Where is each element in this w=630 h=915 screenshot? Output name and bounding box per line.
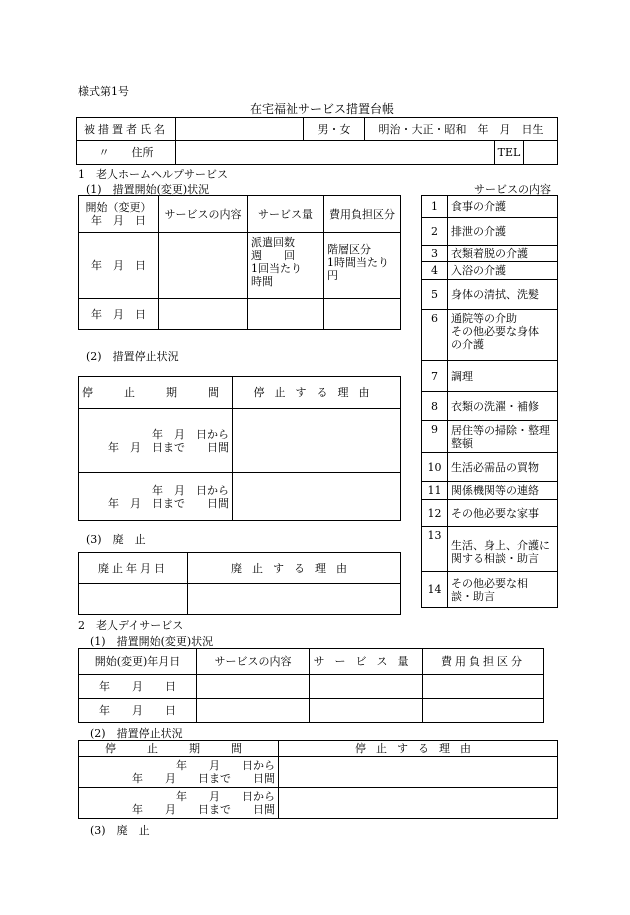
s1-start-header-content: サービスの内容: [159, 196, 248, 233]
s2-start-cost-cell-2[interactable]: [423, 699, 544, 723]
s2-start-header-date: 開始(変更)年月日: [79, 649, 197, 675]
s1-abolish-header-reason: 廃止する理由: [188, 553, 401, 584]
service-no: 11: [422, 482, 448, 500]
sex-options[interactable]: 男・女: [304, 118, 365, 141]
s1-abolish-title: (3) 廃 止: [86, 533, 146, 546]
s1-stop-period-cell-2[interactable]: 年 月 日から 年 月 日まで 日間: [79, 473, 233, 521]
s1-dispatch-cell-2[interactable]: [248, 299, 324, 330]
s2-start-date-cell[interactable]: 年 月 日: [79, 675, 197, 699]
service-no: 8: [422, 392, 448, 421]
s1-start-date-cell[interactable]: 年 月 日: [79, 233, 159, 299]
s2-stop-reason-cell[interactable]: [279, 757, 558, 788]
service-text: 関係機関等の連絡: [448, 482, 558, 500]
s2-stop-title: (2) 措置停止状況: [90, 727, 183, 740]
s2-stop-table: [78, 740, 558, 819]
service-text: 入浴の介護: [448, 262, 558, 280]
service-text: 調理: [448, 361, 558, 392]
birthdate-label: 年 月 日生: [477, 122, 544, 136]
s1-start-title: (1) 措置開始(変更)状況: [86, 183, 210, 196]
s2-start-header-content: サービスの内容: [197, 649, 310, 675]
service-no: 1: [422, 196, 448, 218]
service-text: 排泄の介護: [448, 218, 558, 246]
s1-start-table: [78, 195, 401, 330]
s1-start-content-cell[interactable]: [159, 233, 248, 299]
section-1-title: 1 老人ホームヘルプサービス: [78, 168, 228, 181]
s2-start-amount-cell-2[interactable]: [310, 699, 423, 723]
service-text: 居住等の掃除・整理 整頓: [448, 421, 558, 453]
service-text: 衣類の洗濯・補修: [448, 392, 558, 421]
service-text: その他必要な家事: [448, 500, 558, 527]
s2-start-header-cost: 費用負担区分: [423, 649, 544, 675]
s1-stop-period-cell[interactable]: 年 月 日から 年 月 日まで 日間: [79, 409, 233, 473]
service-no: 13: [422, 527, 448, 572]
s1-stop-header-period: 停 止 期 間: [79, 377, 233, 409]
s1-stop-header-reason: 停止する理由: [233, 377, 401, 409]
s1-start-content-cell-2[interactable]: [159, 299, 248, 330]
s2-stop-period-cell[interactable]: 年 月 日から 年 月 日まで 日間: [79, 757, 279, 788]
s2-abolish-title: (3) 廃 止: [90, 824, 150, 837]
s1-stop-table: [78, 376, 401, 521]
s2-stop-header-reason: 停止する理由: [279, 741, 558, 757]
tel-field[interactable]: [524, 141, 557, 164]
s2-start-date-cell-2[interactable]: 年 月 日: [79, 699, 197, 723]
name-field[interactable]: [176, 118, 304, 141]
s1-stop-reason-cell-2[interactable]: [233, 473, 401, 521]
service-text: 衣類着脱の介護: [448, 246, 558, 262]
address-field[interactable]: [176, 141, 495, 165]
s2-stop-reason-cell-2[interactable]: [279, 788, 558, 819]
services-list-title: サービスの内容: [474, 183, 551, 196]
service-no: 7: [422, 361, 448, 392]
s1-cost-cell-2[interactable]: [324, 299, 401, 330]
form-number: 様式第1号: [78, 85, 129, 98]
service-no: 4: [422, 262, 448, 280]
s2-stop-period-cell-2[interactable]: 年 月 日から 年 月 日まで 日間: [79, 788, 279, 819]
service-text: 生活、身上、介護に 関する相談・助言: [448, 527, 558, 572]
section-2-title: 2 老人デイサービス: [78, 619, 184, 632]
s1-start-header-cost: 費用負担区分: [324, 196, 401, 233]
s1-abolish-date-cell[interactable]: [79, 584, 188, 615]
address-label: 〃 住所: [77, 141, 176, 165]
s2-stop-header-period: 停 止 期 間: [79, 741, 279, 757]
s1-start-header-date: 開始（変更） 年 月 日: [79, 196, 159, 233]
s1-stop-title: (2) 措置停止状況: [86, 350, 179, 363]
page-title: 在宅福祉サービス措置台帳: [250, 102, 395, 116]
s2-start-content-cell[interactable]: [197, 675, 310, 699]
s1-stop-reason-cell[interactable]: [233, 409, 401, 473]
s1-start-date-cell-2[interactable]: 年 月 日: [79, 299, 159, 330]
s2-start-cost-cell[interactable]: [423, 675, 544, 699]
s2-start-header-amount: サービス量: [310, 649, 423, 675]
service-no: 2: [422, 218, 448, 246]
s1-abolish-header-date: 廃止年月日: [79, 553, 188, 584]
s1-cost-cell[interactable]: 階層区分 1時間当たり 円: [324, 233, 401, 299]
s1-abolish-reason-cell[interactable]: [188, 584, 401, 615]
recipient-header-table: [76, 117, 558, 165]
tel-label: TEL: [495, 141, 524, 164]
s2-start-table: [78, 648, 544, 723]
service-no: 5: [422, 280, 448, 310]
service-no: 12: [422, 500, 448, 527]
s1-abolish-table: [78, 552, 401, 615]
s1-start-header-amount: サービス量: [248, 196, 324, 233]
service-no: 6: [422, 310, 448, 361]
service-no: 3: [422, 246, 448, 262]
service-text: その他必要な相 談・助言: [448, 572, 558, 608]
era-options: 明治・大正・昭和: [378, 122, 467, 136]
service-no: 10: [422, 453, 448, 482]
services-list-table: [421, 195, 558, 608]
birthdate-field[interactable]: [365, 118, 558, 141]
service-text: 身体の清拭、洗髪: [448, 280, 558, 310]
service-text: 通院等の介助 その他必要な身体 の介護: [448, 310, 558, 361]
service-text: 生活必需品の買物: [448, 453, 558, 482]
s2-start-content-cell-2[interactable]: [197, 699, 310, 723]
service-no: 14: [422, 572, 448, 608]
service-text: 食事の介護: [448, 196, 558, 218]
name-label: 被措置者氏名: [77, 118, 176, 141]
s1-dispatch-cell[interactable]: 派遣回数 週 回 1回当たり 時間: [248, 233, 324, 299]
s2-start-title: (1) 措置開始(変更)状況: [90, 635, 214, 648]
tel-cell[interactable]: [495, 141, 558, 165]
service-no: 9: [422, 421, 448, 453]
s2-start-amount-cell[interactable]: [310, 675, 423, 699]
